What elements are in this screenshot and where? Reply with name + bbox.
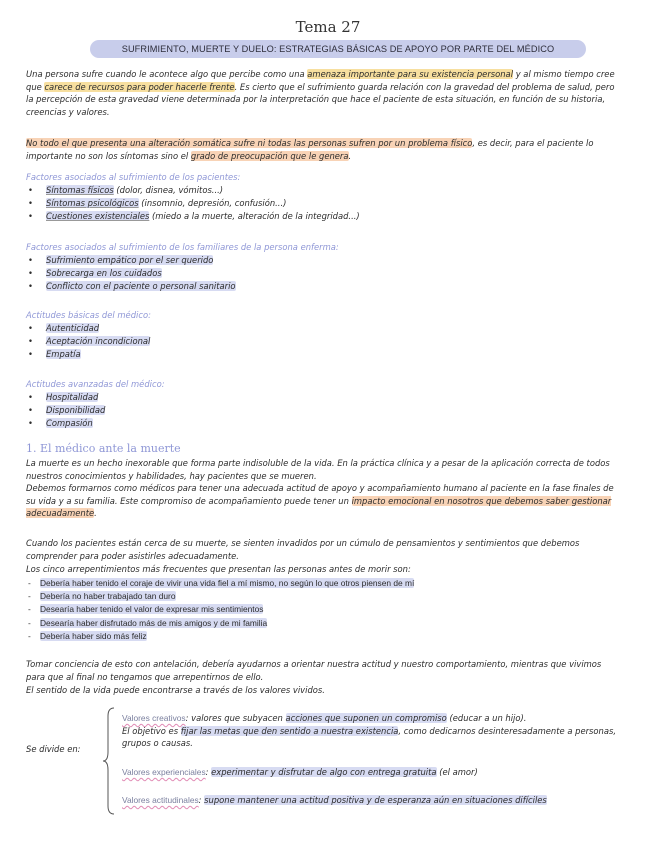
intro-paragraph-1 [26, 68, 618, 118]
family-factor: Conflicto con el paciente o personal sanitario [46, 281, 236, 292]
value-text: : valores que subyacen [185, 713, 286, 723]
attitude: Empatía [46, 349, 81, 360]
death-paragraph-5: Tomar conciencia de esto con antelación, debería ayudarnos a orientar nuestra actitud y nuestro comportamiento, mientras que vivimos para que al final no tengamos que arrepentirnos de ello. [26, 659, 602, 682]
attitude: Disponibilidad [46, 405, 106, 416]
regret: Debería haber tenido el coraje de vivir una vida fiel a mí mismo, no según lo que otros piensen de mí [40, 578, 415, 588]
value-highlight: acciones que suponen un compromiso [285, 713, 447, 723]
value-text: (educar a un hijo). [446, 713, 527, 723]
list-item [26, 210, 360, 223]
highlight-somatic: No todo el que presenta una alteración somática sufre ni todas las personas sufren por un problema físico [26, 138, 473, 148]
list-item [26, 590, 414, 603]
value-attitudinal [122, 794, 622, 807]
page-subtitle: SUFRIMIENTO, MUERTE Y DUELO: ESTRATEGIAS BÁSICAS DE APOYO POR PARTE DEL MÉDICO [90, 40, 586, 58]
value-text: (el amor) [436, 767, 478, 777]
attitude: Compasión [46, 418, 93, 429]
regret: Debería haber sido más feliz [40, 630, 147, 641]
advanced-attitudes-list [26, 391, 105, 431]
value-name: Valores creativos [122, 713, 186, 723]
list-item [26, 184, 360, 197]
section-title-advanced-attitudes: Actitudes avanzadas del médico: [26, 379, 165, 389]
patients-factor-list [26, 184, 360, 224]
death-paragraph-3: Cuando los pacientes están cerca de su muerte, se sienten invadidos por un cúmulo de pensamientos y sentimientos que debemos comprender para poder asistirles adecuadamente. [26, 538, 580, 561]
attitude: Hospitalidad [46, 392, 99, 402]
list-item [26, 617, 414, 630]
value-text: : [198, 795, 205, 805]
value-experiential [122, 766, 622, 779]
intro-paragraph-2 [26, 137, 618, 162]
value-text: El objetivo es [122, 725, 181, 736]
death-paragraph-6: El sentido de la vida puede encontrarse a través de los valores vividos. [26, 685, 325, 695]
list-item [26, 348, 150, 361]
factor-detail: (miedo a la muerte, alteración de la integridad...) [149, 211, 360, 222]
death-paragraph-2 [26, 482, 618, 520]
death-paragraph-4: Los cinco arrepentimientos más frecuentes que presentan las personas antes de morir son: [26, 564, 411, 574]
factor-term: Síntomas psicológicos [46, 198, 139, 209]
value-text: , como dedicarnos desinteresadamente a personas, grupos o causas. [122, 725, 616, 749]
regrets-list [26, 577, 414, 643]
intro-text: . [348, 150, 352, 161]
intro-text: Una persona sufre cuando le acontece algo que percibe como una [26, 69, 308, 79]
factor-term: Cuestiones existenciales [46, 211, 150, 222]
section-title-patients: Factores asociados al sufrimiento de los pacientes: [26, 172, 241, 182]
family-factor-list [26, 254, 236, 294]
factor-term: Síntomas físicos [46, 185, 114, 195]
section-title-basic-attitudes: Actitudes básicas del médico: [26, 310, 151, 320]
value-creative [122, 712, 622, 750]
list-item [26, 577, 414, 590]
list-item [26, 267, 236, 280]
value-highlight: experimentar y disfrutar de algo con entrega gratuita [211, 767, 437, 777]
heading-doctor-and-death: 1. El médico ante la muerte [26, 442, 181, 455]
family-factor: Sufrimiento empático por el ser querido [46, 255, 214, 265]
list-item [26, 417, 105, 430]
section-title-family: Factores asociados al sufrimiento de los familiares de la persona enferma: [26, 242, 339, 252]
regret: Debería no haber trabajado tan duro [40, 591, 176, 602]
death-text: . [94, 508, 97, 519]
value-name: Valores actitudinales [122, 795, 199, 805]
highlight-threat: amenaza importante para su existencia personal [307, 69, 514, 79]
factor-detail: (dolor, disnea, vómitos...) [113, 185, 224, 195]
intro-text: . Es cierto que el sufrimiento guarda relación con la gravedad del problema de salud, pero la percepción de esta gravedad viene determinada por la interpretación que hace el paciente de esta situación, en función de su historia, creencias y valores. [26, 81, 615, 117]
value-text: : [205, 767, 212, 777]
death-text: Debemos formarnos como médicos para tener una adecuada actitud de apoyo y acompañamiento humano al paciente en la fase finales de su vida y a su familia. Este compromiso de acompañamiento puede tener un [26, 483, 614, 506]
value-highlight: supone mantener una actitud positiva y de esperanza aún en situaciones difíciles [204, 795, 547, 805]
page-title: Tema 27 [295, 18, 361, 36]
attitude: Aceptación incondicional [46, 336, 151, 347]
list-item [26, 322, 150, 335]
family-factor: Sobrecarga en los cuidados [46, 268, 162, 279]
intro-text: y al mismo tiempo cree que [26, 69, 615, 92]
regret: Desearía haber tenido el valor de expresar mis sentimientos [40, 604, 264, 615]
list-item [26, 280, 236, 293]
basic-attitudes-list [26, 322, 150, 362]
list-item [26, 603, 414, 616]
regret: Desearía haber disfrutado más de mis amigos y de mi familia [40, 617, 268, 628]
list-item [26, 391, 105, 404]
curly-brace-icon [102, 706, 116, 816]
list-item [26, 630, 414, 643]
highlight-worry: grado de preocupación que le genera [190, 150, 349, 161]
values-divide-label: Se divide en: [26, 744, 81, 754]
list-item [26, 254, 236, 267]
factor-detail: (insomnio, depresión, confusión...) [138, 198, 287, 209]
list-item [26, 335, 150, 348]
intro-text: , es decir, para el paciente lo importante no son los síntomas sino el [26, 138, 594, 161]
value-highlight: fijar las metas que den sentido a nuestra existencia [180, 725, 399, 736]
highlight-lack-resources: carece de recursos para poder hacerle frente [44, 81, 235, 92]
death-paragraph-1: La muerte es un hecho inexorable que forma parte indisoluble de la vida. En la práctica clínica y a pesar de la aplicación correcta de todos nuestros conocimientos y habilidades, hay pacientes que se mueren. [26, 458, 610, 481]
attitude: Autenticidad [46, 323, 100, 333]
list-item [26, 197, 360, 210]
highlight-emotional-impact: impacto emocional en nosotros que debemos saber gestionar adecuadamente [26, 495, 612, 519]
list-item [26, 404, 105, 417]
value-name: Valores experienciales [122, 767, 206, 777]
